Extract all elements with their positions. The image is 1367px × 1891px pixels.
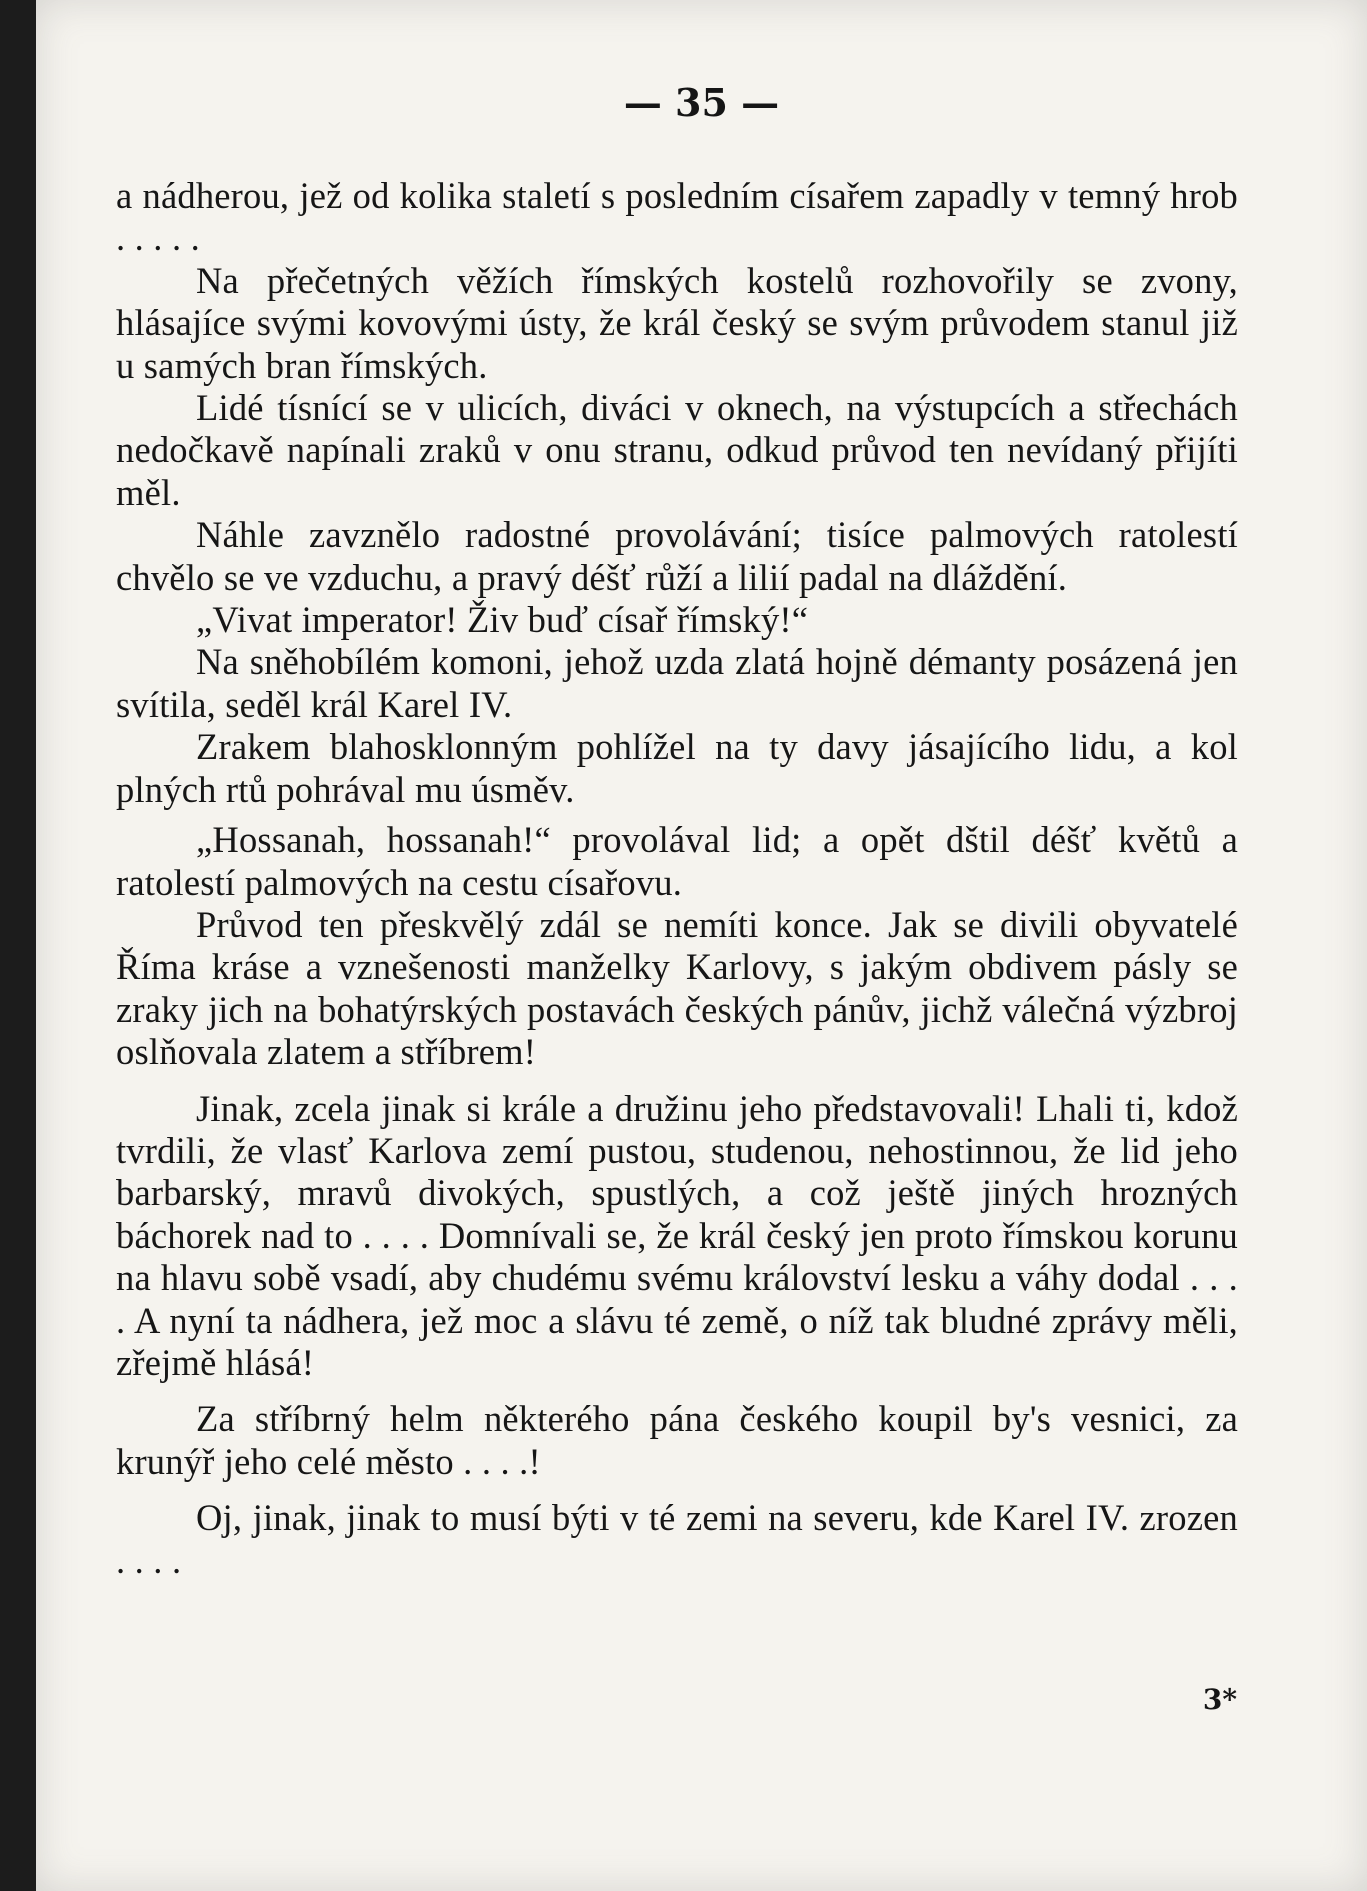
signature-mark: 3*: [1202, 1683, 1237, 1716]
paragraph-4: Náhle zavznělo radostné provolávání; tisíce palmových ratolestí chvělo se ve vzduchu, a pravý déšť růží a lilií padal na dláždění.: [116, 514, 1238, 598]
paragraph-1: a nádherou, jež od kolika staletí s posledním císařem zapadly v temný hrob . . . . .: [116, 175, 1238, 259]
paragraph-10: Jinak, zcela jinak si krále a družinu jeho představovali! Lhali ti, kdož tvrdili, že vlasť Karlova zemí pustou, studenou, nehostinnou, že lid jeho barbarský, mravů divokých, spustlých, a což ještě jiných hrozných báchorek nad to . . . . Domnívali se, že král český jen proto římskou korunu na hlavu sobě vsadí, aby chudému svému království lesku a váhy dodal . . . . A nyní ta nádhera, jež moc a slávu té země, o níž tak bludné zprávy měli, zřejmě hlásá!: [116, 1087, 1238, 1383]
body-text: [116, 175, 1238, 1582]
paragraph-6: Na sněhobílém komoni, jehož uzda zlatá hojně démanty posázená jen svítila, seděl král Karel IV.: [116, 641, 1238, 725]
page-number: — 35 —: [623, 80, 780, 125]
book-page: [36, 0, 1367, 1891]
paragraph-9: Průvod ten přeskvělý zdál se nemíti konce. Jak se divili obyvatelé Říma kráse a vznešenosti manželky Karlovy, s jakým obdivem pásly se zraky jich na bohatýrských postavách českých pánův, jichž válečná výzbroj oslňovala zlatem a stříbrem!: [116, 903, 1238, 1073]
paragraph-11: Za stříbrný helm některého pána českého koupil by's vesnici, za krunýř jeho celé město . . . .!: [116, 1398, 1238, 1482]
paragraph-3: Lidé tísnící se v ulicích, diváci v oknech, na výstupcích a střechách nedočkavě napínali zraků v onu stranu, odkud průvod ten nevídaný přijíti měl.: [116, 387, 1238, 513]
paragraph-12: Oj, jinak, jinak to musí býti v té zemi na severu, kde Karel IV. zrozen . . . .: [116, 1497, 1238, 1581]
paragraph-2: Na přečetných věžích římských kostelů rozhovořily se zvony, hlásajíce svými kovovými ústy, že král český se svým průvodem stanul již u samých bran římských.: [116, 259, 1238, 386]
paragraph-5: „Vivat imperator! Živ buď císař římský!“: [196, 599, 809, 641]
paragraph-8: „Hossanah, hossanah!“ provolával lid; a opět dštil déšť květů a ratolestí palmových na cestu císařovu.: [116, 819, 1238, 903]
paragraph-7: Zrakem blahosklonným pohlížel na ty davy jásajícího lidu, a kol plných rtů pohrával mu úsměv.: [116, 726, 1238, 810]
